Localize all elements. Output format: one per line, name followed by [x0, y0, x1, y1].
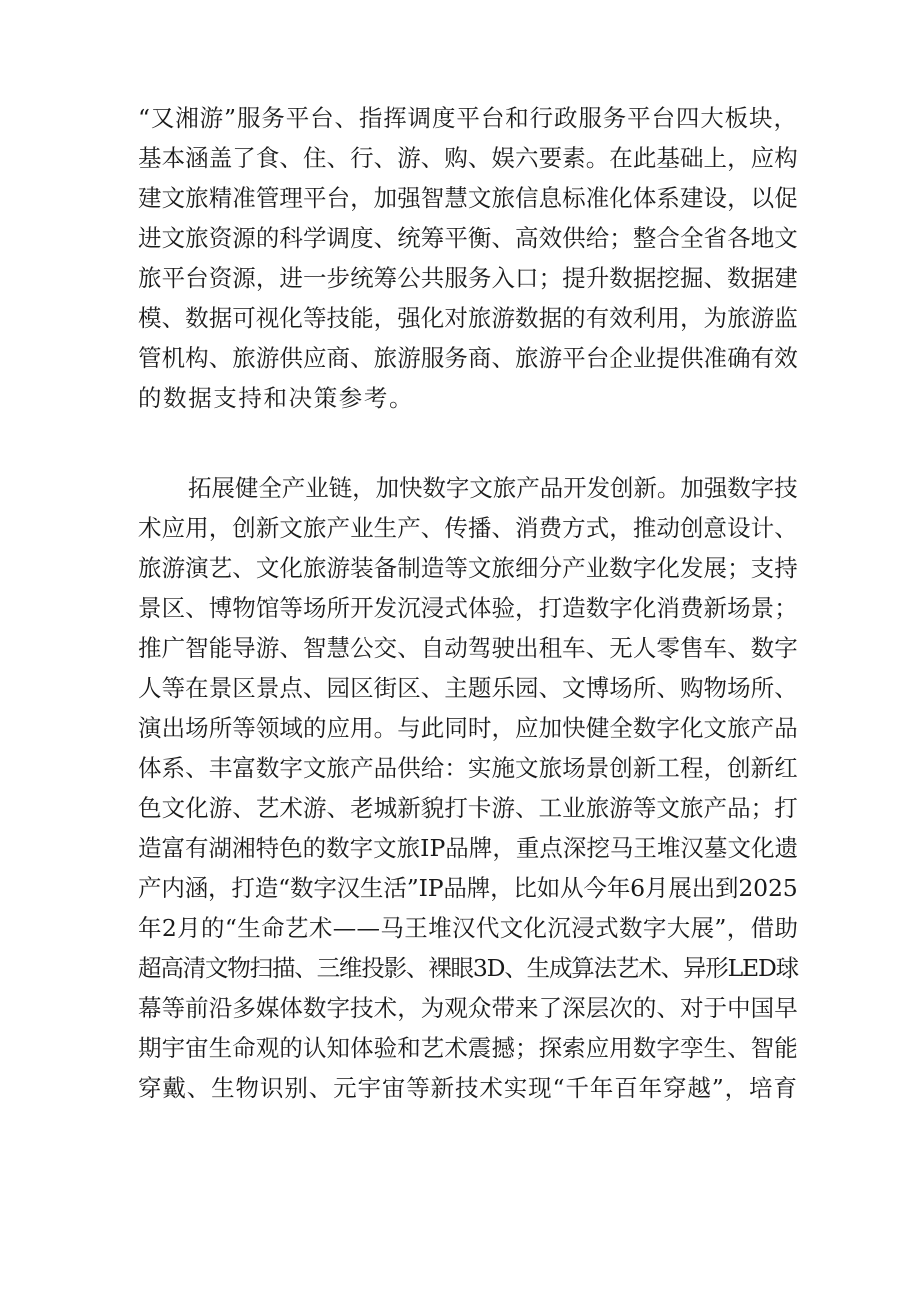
paragraph-1-line-2: 基本涵盖了食、住、行、游、购、娱六要素。在此基础上，应构 [138, 144, 798, 172]
paragraph-2-line-11: 产内涵，打造“数字汉生活”IP品牌，比如从今年6月展出到2025 [138, 874, 798, 902]
paragraph-2-line-8: 体系、丰富数字文旅产品供给：实施文旅场景创新工程，创新红 [138, 754, 798, 782]
paragraph-1-line-1: “又湘游”服务平台、指挥调度平台和行政服务平台四大板块， [138, 104, 798, 132]
paragraph-1-line-3: 建文旅精准管理平台，加强智慧文旅信息标准化体系建设，以促 [138, 184, 798, 212]
paragraph-2-line-13: 超高清文物扫描、三维投影、裸眼3D、生成算法艺术、异形LED球 [138, 954, 798, 982]
paragraph-2-line-1: 拓展健全产业链，加快数字文旅产品开发创新。加强数字技 [188, 474, 798, 502]
paragraph-2-line-10: 造富有湖湘特色的数字文旅IP品牌，重点深挖马王堆汉墓文化遗 [138, 834, 798, 862]
paragraph-1-line-5: 旅平台资源，进一步统筹公共服务入口；提升数据挖掘、数据建 [138, 264, 798, 292]
paragraph-2-line-2: 术应用，创新文旅产业生产、传播、消费方式，推动创意设计、 [138, 514, 798, 542]
paragraph-2-line-7: 演出场所等领域的应用。与此同时，应加快健全数字化文旅产品 [138, 714, 798, 742]
paragraph-1-line-8: 的数据支持和决策参考。 [138, 384, 415, 412]
paragraph-1-line-6: 模、数据可视化等技能，强化对旅游数据的有效利用，为旅游监 [138, 304, 798, 332]
paragraph-2-line-15: 期宇宙生命观的认知体验和艺术震撼；探索应用数字孪生、智能 [138, 1034, 798, 1062]
paragraph-2-line-9: 色文化游、艺术游、老城新貌打卡游、工业旅游等文旅产品；打 [138, 794, 798, 822]
paragraph-2-line-5: 推广智能导游、智慧公交、自动驾驶出租车、无人零售车、数字 [138, 634, 798, 662]
paragraph-2-line-3: 旅游演艺、文化旅游装备制造等文旅细分产业数字化发展；支持 [138, 554, 798, 582]
paragraph-2-line-12: 年2月的“生命艺术——马王堆汉代文化沉浸式数字大展”，借助 [138, 914, 799, 942]
paragraph-2-line-14: 幕等前沿多媒体数字技术，为观众带来了深层次的、对于中国早 [138, 994, 798, 1022]
paragraph-2-line-6: 人等在景区景点、园区街区、主题乐园、文博场所、购物场所、 [138, 674, 798, 702]
paragraph-1-line-4: 进文旅资源的科学调度、统筹平衡、高效供给；整合全省各地文 [138, 224, 798, 252]
paragraph-1-line-7: 管机构、旅游供应商、旅游服务商、旅游平台企业提供准确有效 [138, 344, 798, 372]
paragraph-2-line-4: 景区、博物馆等场所开发沉浸式体验，打造数字化消费新场景； [138, 594, 798, 622]
paragraph-2-line-16: 穿戴、生物识别、元宇宙等新技术实现“千年百年穿越”，培育 [138, 1074, 798, 1102]
